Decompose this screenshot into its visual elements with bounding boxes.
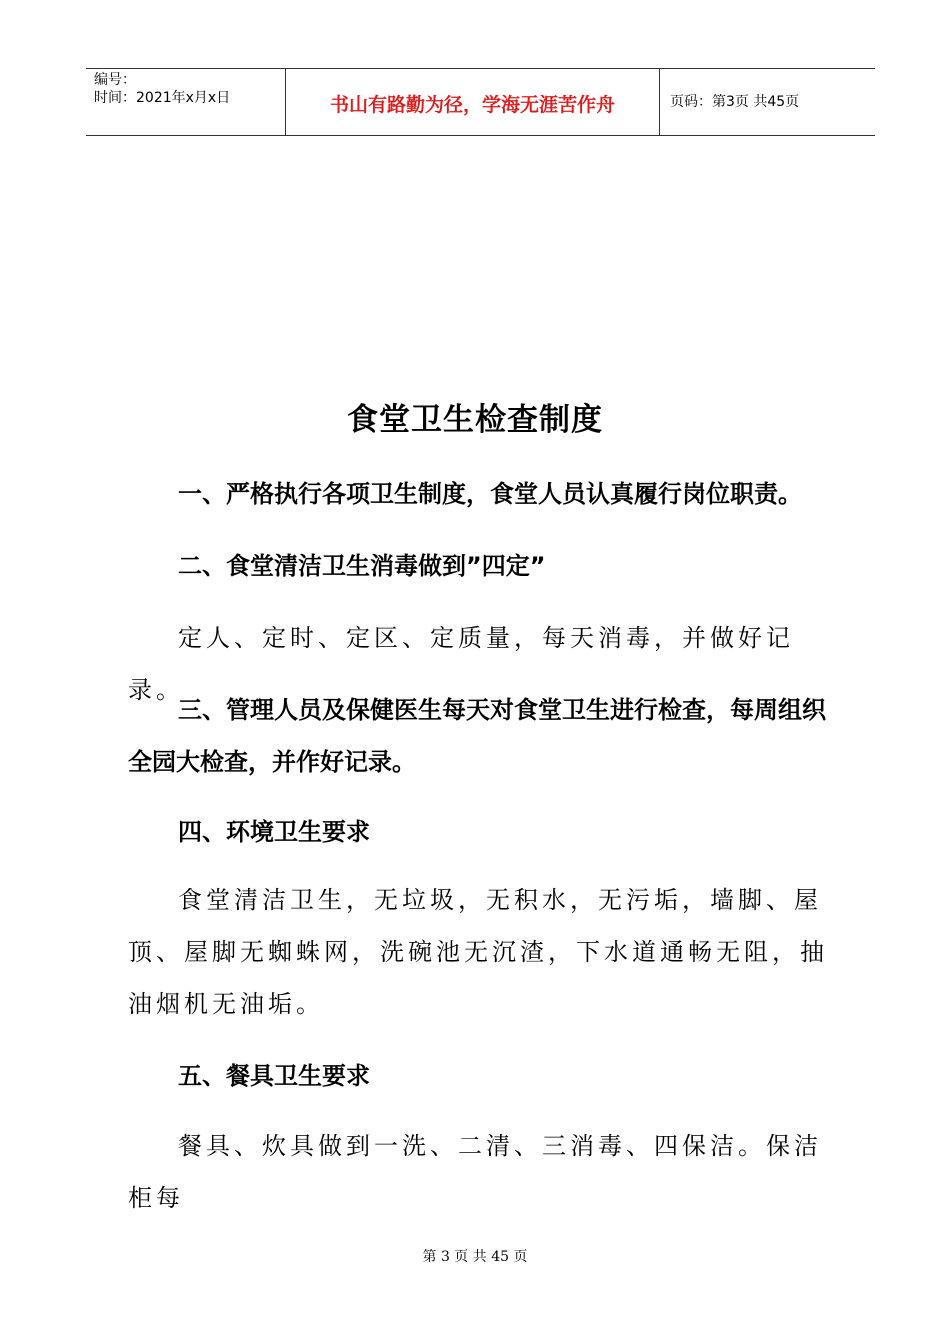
paragraph-6: 食堂清洁卫生，无垃圾，无积水，无污垢，墙脚、屋顶、屋脚无蜘蛛网，洗碗池无沉渣，下水道通畅无阻，抽油烟机无油垢。 [128,886,828,1018]
header-divider [659,69,660,135]
paragraph-4: 三、管理人员及保健医生每天对食堂卫生进行检查，每周组织全园大检查，并作好记录。 [128,696,826,776]
paragraph-2: 二、食堂清洁卫生消毒做到”四定” [178,552,546,580]
paragraph-7: 五、餐具卫生要求 [178,1062,370,1090]
header-motto: 书山有路勤为径，学海无涯苦作舟 [329,93,615,116]
paragraph-8: 餐具、炊具做到一洗、二清、三消毒、四保洁。保洁柜每 [128,1132,822,1212]
time-label: 时间：2021年x月x日 [94,90,231,106]
paragraph-5: 四、环境卫生要求 [178,818,370,846]
paragraph-1: 一、严格执行各项卫生制度，食堂人员认真履行岗位职责。 [178,480,802,508]
document-title: 食堂卫生检查制度 [347,402,603,438]
paragraph-3: 定人、定时、定区、定质量，每天消毒，并做好记录。 [128,624,794,704]
header-page-label: 页码：第3页 共45页 [670,94,800,110]
document-header [86,68,875,136]
header-meta [94,71,230,107]
page-footer: 第 3 页 共 45 页 [422,1249,528,1265]
number-label: 编号： [94,72,136,88]
